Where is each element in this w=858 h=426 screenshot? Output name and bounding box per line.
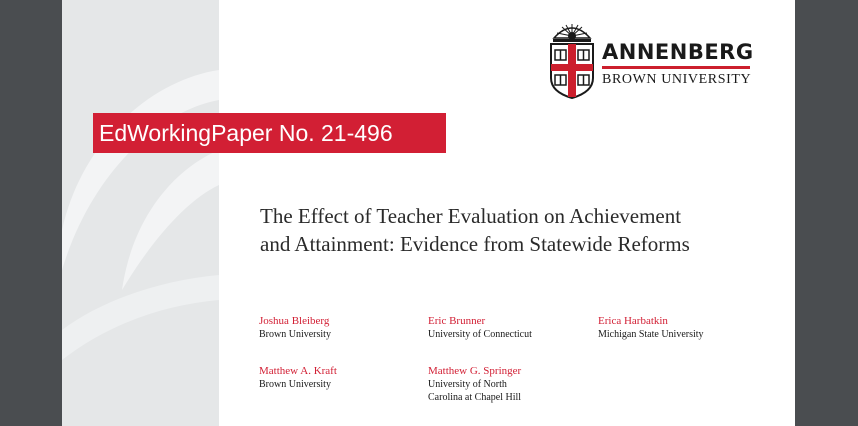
paper-cover-page: [62, 0, 795, 426]
logo-subtitle: BROWN UNIVERSITY: [602, 72, 752, 87]
author-name: Matthew G. Springer: [428, 365, 522, 377]
decorative-side-band: [62, 0, 219, 426]
logo-divider: [602, 66, 750, 69]
paper-title-line-2: and Attainment: Evidence from Statewide Reforms: [260, 232, 690, 256]
author-block: [598, 314, 748, 341]
author-affiliation: University of Connecticut: [428, 329, 532, 340]
author-affiliation: Brown University: [259, 329, 331, 340]
logo-wordmark: ANNENBERG: [602, 40, 754, 64]
author-name: Erica Harbatkin: [598, 315, 668, 327]
author-affiliation: University of North Carolina at Chapel Hill: [428, 379, 522, 403]
paper-title-line-1: The Effect of Teacher Evaluation on Achievement: [260, 204, 682, 228]
author-block: [259, 364, 379, 391]
working-paper-number-banner: EdWorkingPaper No. 21-496: [93, 113, 446, 153]
author-name: Matthew A. Kraft: [259, 365, 337, 377]
author-block: [428, 314, 568, 341]
author-name: Eric Brunner: [428, 315, 486, 327]
author-affiliation: Michigan State University: [598, 329, 704, 340]
author-block: [428, 364, 532, 404]
author-block: [259, 314, 379, 341]
author-name: Joshua Bleiberg: [259, 315, 330, 327]
leaf-watermark-icon: [62, 0, 219, 426]
annenberg-logo: [548, 20, 758, 100]
brown-shield-icon: [548, 20, 596, 100]
paper-title: [260, 202, 780, 258]
author-affiliation: Brown University: [259, 379, 331, 390]
